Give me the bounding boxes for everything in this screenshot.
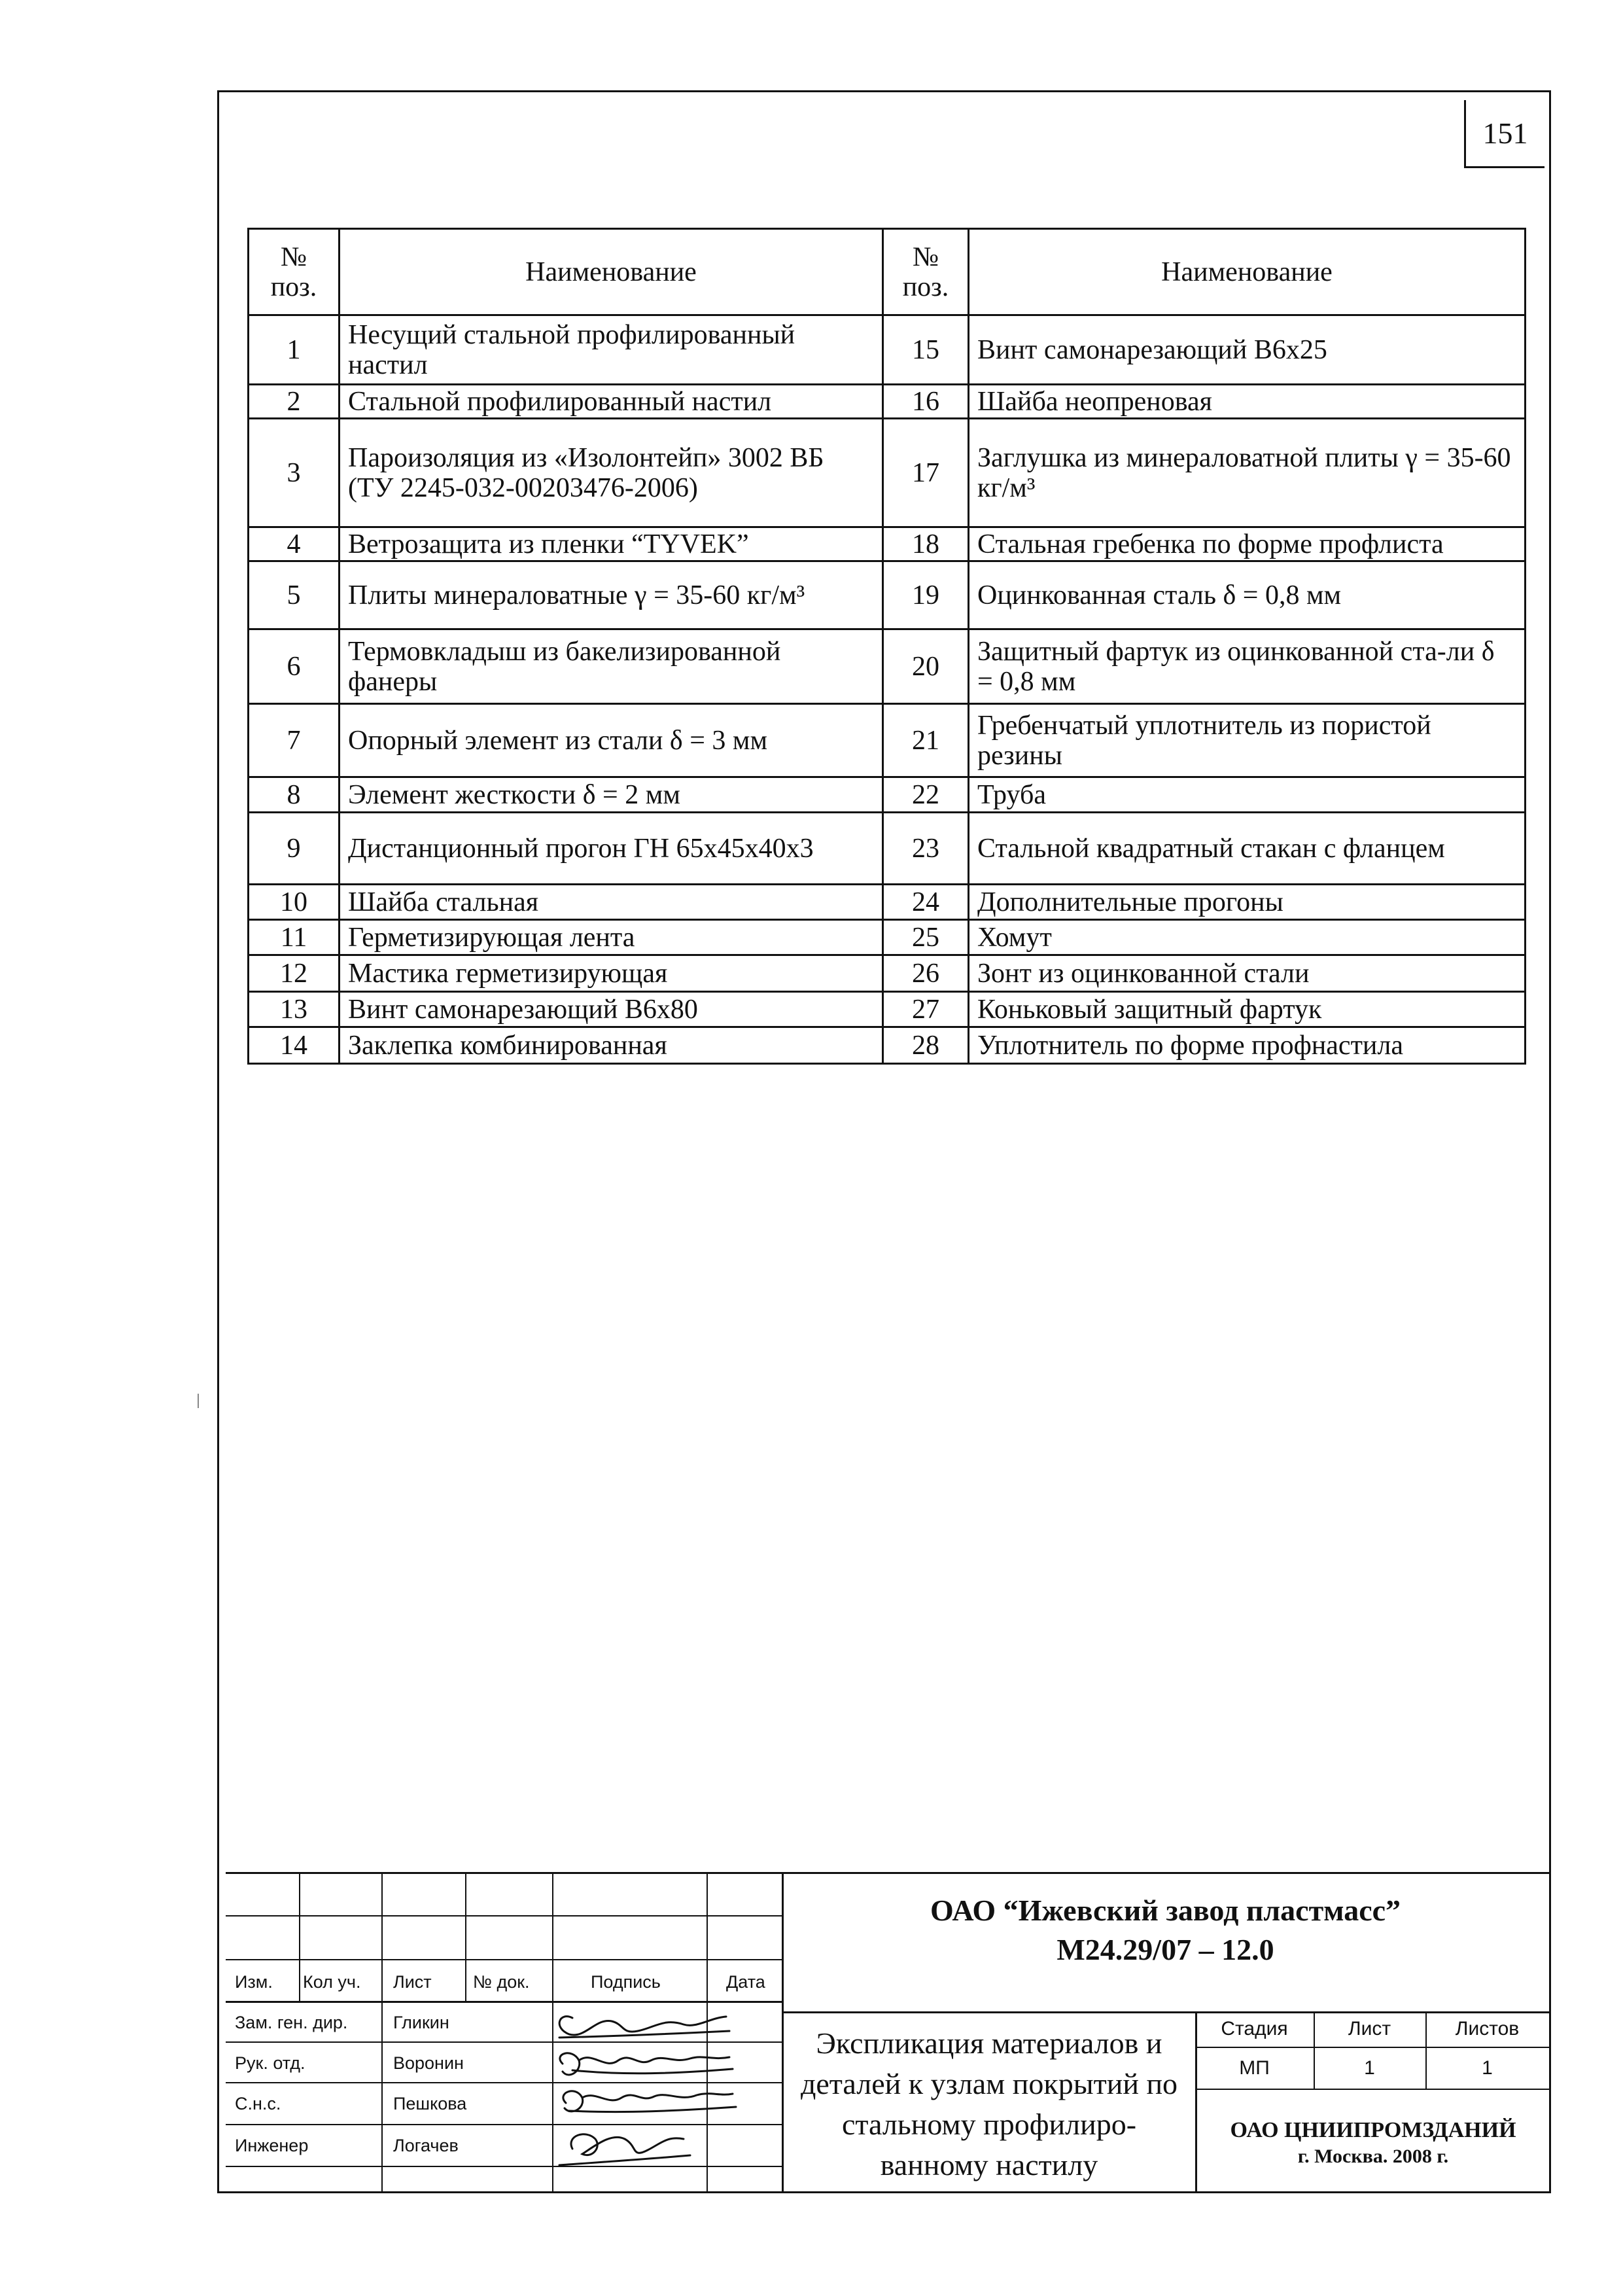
sheets-label: Листов <box>1455 2018 1520 2040</box>
role-label: С.н.с. <box>235 2094 281 2113</box>
table-row <box>249 920 1526 955</box>
name-cell: Коньковый защитный фартук <box>969 992 1526 1027</box>
table-row <box>249 885 1526 920</box>
person-name: Воронин <box>393 2053 464 2073</box>
pos-cell: 26 <box>883 955 969 992</box>
pos-cell: 9 <box>249 813 340 885</box>
pos-cell: 6 <box>249 629 340 704</box>
table-row <box>249 955 1526 992</box>
materials-table <box>247 228 1526 1065</box>
stage-value: МП <box>1239 2057 1270 2079</box>
pos-cell: 28 <box>883 1027 969 1064</box>
sheets-value: 1 <box>1482 2057 1493 2079</box>
pos-cell: 19 <box>883 561 969 629</box>
table-row <box>249 777 1526 813</box>
pos-cell: 7 <box>249 704 340 777</box>
person-name: Гликин <box>393 2013 449 2032</box>
col-list: Лист <box>393 1972 432 1992</box>
name-cell: Дистанционный прогон ГН 65х45х40х3 <box>340 813 883 885</box>
name-cell: Хомут <box>969 920 1526 955</box>
pos-cell: 1 <box>249 315 340 385</box>
pos-cell: 4 <box>249 527 340 561</box>
name-cell: Опорный элемент из стали δ = 3 мм <box>340 704 883 777</box>
name-cell: Гребенчатый уплотнитель из пористой резины <box>969 704 1526 777</box>
pos-cell: 15 <box>883 315 969 385</box>
person-name: Пешкова <box>393 2094 467 2113</box>
role-label: Инженер <box>235 2136 309 2155</box>
name-cell: Плиты минераловатные γ = 35-60 кг/м³ <box>340 561 883 629</box>
name-cell: Заклепка комбинированная <box>340 1027 883 1064</box>
pos-cell: 27 <box>883 992 969 1027</box>
pos-cell: 22 <box>883 777 969 813</box>
table-row <box>249 629 1526 704</box>
stage-label: Стадия <box>1221 2018 1288 2040</box>
name-cell: Герметизирующая лента <box>340 920 883 955</box>
organization-name: ОАО “Ижевский завод пластмасс” <box>930 1894 1401 1927</box>
role-label: Зам. ген. дир. <box>235 2013 348 2032</box>
name-cell: Ветрозащита из пленки “TYVEK” <box>340 527 883 561</box>
name-cell: Защитный фартук из оцинкованной ста-ли δ = 0,8 мм <box>969 629 1526 704</box>
role-label: Рук. отд. <box>235 2053 305 2073</box>
signatures-image <box>533 1998 749 2181</box>
name-cell: Заглушка из минераловатной плиты γ = 35-60 кг/м³ <box>969 419 1526 527</box>
col-signature: Подпись <box>591 1972 661 1992</box>
name-cell: Зонт из оцинкованной стали <box>969 955 1526 992</box>
pos-cell: 17 <box>883 419 969 527</box>
table-row <box>249 561 1526 629</box>
table-row <box>249 813 1526 885</box>
pos-cell: 25 <box>883 920 969 955</box>
pos-cell: 20 <box>883 629 969 704</box>
col-kol-uch: Кол уч. <box>303 1972 361 1992</box>
developer-name: ОАО ЦНИИПРОМЗДАНИЙ <box>1230 2118 1516 2142</box>
name-cell: Труба <box>969 777 1526 813</box>
header-name-left: Наименование <box>340 229 883 315</box>
document-code: М24.29/07 – 12.0 <box>1056 1933 1274 1966</box>
name-cell: Уплотнитель по форме профнастила <box>969 1027 1526 1064</box>
name-cell: Стальной профилированный настил <box>340 385 883 419</box>
document-title: Экспликация материалов и деталей к узлам покрытий по стальному профилиро-ванному настилу <box>800 2026 1178 2181</box>
person-name: Логачев <box>393 2136 459 2155</box>
pos-cell: 14 <box>249 1027 340 1064</box>
pos-cell: 13 <box>249 992 340 1027</box>
table-row <box>249 1027 1526 1064</box>
pos-cell: 10 <box>249 885 340 920</box>
pos-cell: 11 <box>249 920 340 955</box>
table-header-row <box>249 229 1526 315</box>
title-block <box>226 1872 1549 2191</box>
name-cell: Оцинкованная сталь δ = 0,8 мм <box>969 561 1526 629</box>
name-cell: Дополнительные прогоны <box>969 885 1526 920</box>
table-row <box>249 704 1526 777</box>
sheet-label: Лист <box>1348 2018 1391 2040</box>
page-number: 151 <box>1464 100 1544 168</box>
pos-cell: 21 <box>883 704 969 777</box>
name-cell: Шайба неопреновая <box>969 385 1526 419</box>
pos-cell: 8 <box>249 777 340 813</box>
name-cell: Пароизоляция из «Изолонтейп» 3002 ВБ (ТУ 2245-032-00203476-2006) <box>340 419 883 527</box>
table-row <box>249 419 1526 527</box>
table-row <box>249 385 1526 419</box>
table-row <box>249 315 1526 385</box>
pos-cell: 5 <box>249 561 340 629</box>
pos-cell: 3 <box>249 419 340 527</box>
name-cell: Винт самонарезающий В6х25 <box>969 315 1526 385</box>
name-cell: Винт самонарезающий В6х80 <box>340 992 883 1027</box>
table-row <box>249 992 1526 1027</box>
name-cell: Несущий стальной профилированный настил <box>340 315 883 385</box>
pos-cell: 12 <box>249 955 340 992</box>
name-cell: Стальной квадратный стакан с фланцем <box>969 813 1526 885</box>
name-cell: Элемент жесткости δ = 2 мм <box>340 777 883 813</box>
pos-cell: 23 <box>883 813 969 885</box>
table-row <box>249 527 1526 561</box>
pos-cell: 2 <box>249 385 340 419</box>
city-year: г. Москва. 2008 г. <box>1297 2146 1449 2167</box>
name-cell: Мастика герметизирующая <box>340 955 883 992</box>
name-cell: Термовкладыш из бакелизированной фанеры <box>340 629 883 704</box>
pos-cell: 16 <box>883 385 969 419</box>
name-cell: Шайба стальная <box>340 885 883 920</box>
col-date: Дата <box>726 1972 765 1992</box>
col-izm: Изм. <box>235 1972 273 1992</box>
pos-cell: 18 <box>883 527 969 561</box>
header-pos-left: № поз. <box>249 229 340 315</box>
col-doc-no: № док. <box>473 1972 530 1992</box>
header-name-right: Наименование <box>969 229 1526 315</box>
header-pos-right: № поз. <box>883 229 969 315</box>
margin-mark <box>198 1394 199 1408</box>
pos-cell: 24 <box>883 885 969 920</box>
sheet-value: 1 <box>1364 2057 1375 2079</box>
name-cell: Стальная гребенка по форме профлиста <box>969 527 1526 561</box>
